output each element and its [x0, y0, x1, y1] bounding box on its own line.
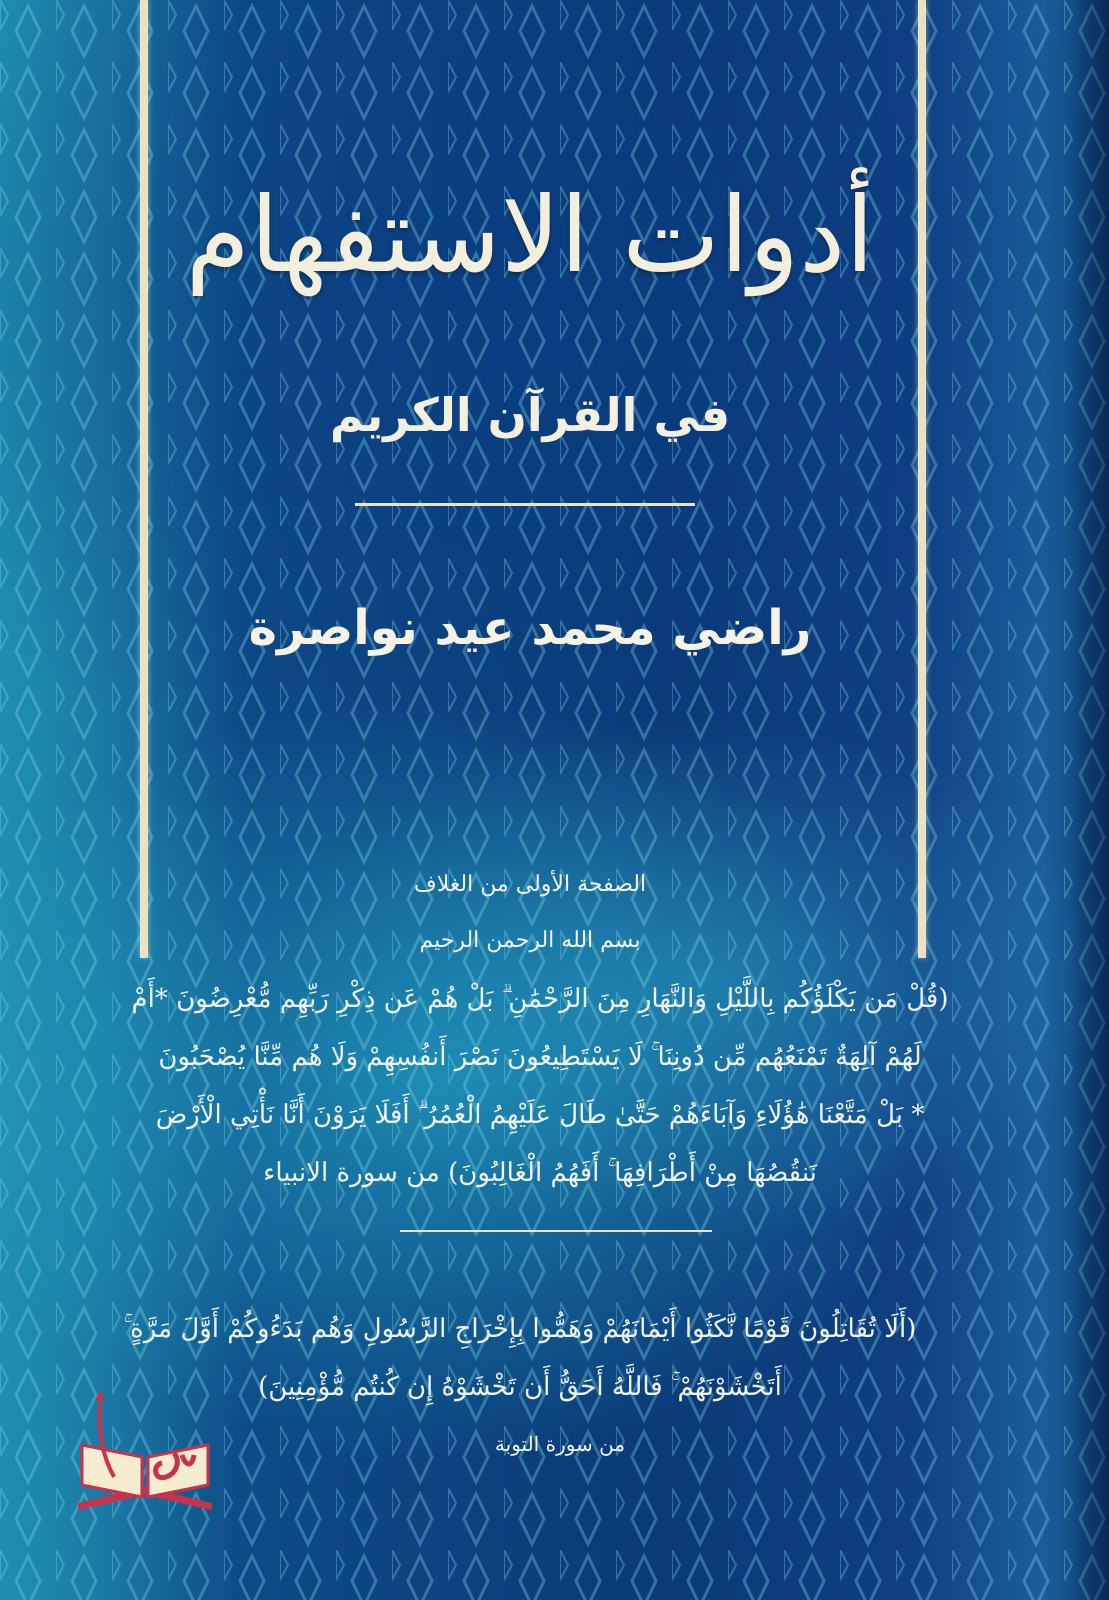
spine-shadow	[1069, 0, 1109, 1600]
verse-line: أَتَخْشَوْنَهُمْ ۚ فَاللَّهُ أَحَقُّ أَن تَخْشَوْهُ إِن كُنتُم مُّؤْمِنِينَ)	[258, 1372, 782, 1402]
verses-anbiya	[120, 970, 960, 1202]
cover-note: الصفحة الأولى من الغلاف	[413, 872, 647, 897]
book-title: أدوات الاستفهام	[185, 174, 875, 296]
book-author: راضي محمد عيد نواصرة	[248, 600, 812, 656]
publisher-logo-icon	[70, 1385, 220, 1520]
verse-line: (قُلْ مَن يَكْلَؤُكُم بِاللَّيْلِ وَالنَّهَارِ مِنَ الرَّحْمَٰنِ ۗ بَلْ هُمْ عَن ذِكْرِ رَبِّهِم مُّعْرِضُونَ *أَمْ	[131, 984, 949, 1014]
verse-line: لَهُمْ آلِهَةٌ تَمْنَعُهُم مِّن دُونِنَا ۚ لَا يَسْتَطِيعُونَ نَصْرَ أَنفُسِهِمْ وَلَا هُم مِّنَّا يُصْحَبُونَ	[158, 1042, 922, 1072]
verse-source: من سورة التوبة	[494, 1432, 626, 1456]
verse-line: نَنقُصُهَا مِنْ أَطْرَافِهَا ۚ أَفَهُمُ الْغَالِبُونَ) من سورة الانبياء	[263, 1158, 817, 1188]
verse-line: * بَلْ مَتَّعْنَا هَٰؤُلَاءِ وَآبَاءَهُمْ حَتَّىٰ طَالَ عَلَيْهِمُ الْعُمُرُ ۗ أَفَلَا يَرَوْنَ أَنَّا نَأْتِي الْأَرْضَ	[155, 1100, 925, 1130]
frame-line-right	[918, 0, 926, 958]
book-subtitle: في القرآن الكريم	[329, 388, 731, 442]
basmala: بسم الله الرحمن الرحيم	[419, 928, 641, 953]
divider-middle	[400, 1230, 712, 1232]
divider-top	[355, 503, 695, 506]
frame-line-left	[140, 0, 148, 958]
verse-line: (أَلَا تُقَاتِلُونَ قَوْمًا نَّكَثُوا أَيْمَانَهُمْ وَهَمُّوا بِإِخْرَاجِ الرَّسُولِ وَهُم بَدَءُوكُمْ أَوَّلَ مَرَّةٍ ۚ	[123, 1314, 917, 1344]
